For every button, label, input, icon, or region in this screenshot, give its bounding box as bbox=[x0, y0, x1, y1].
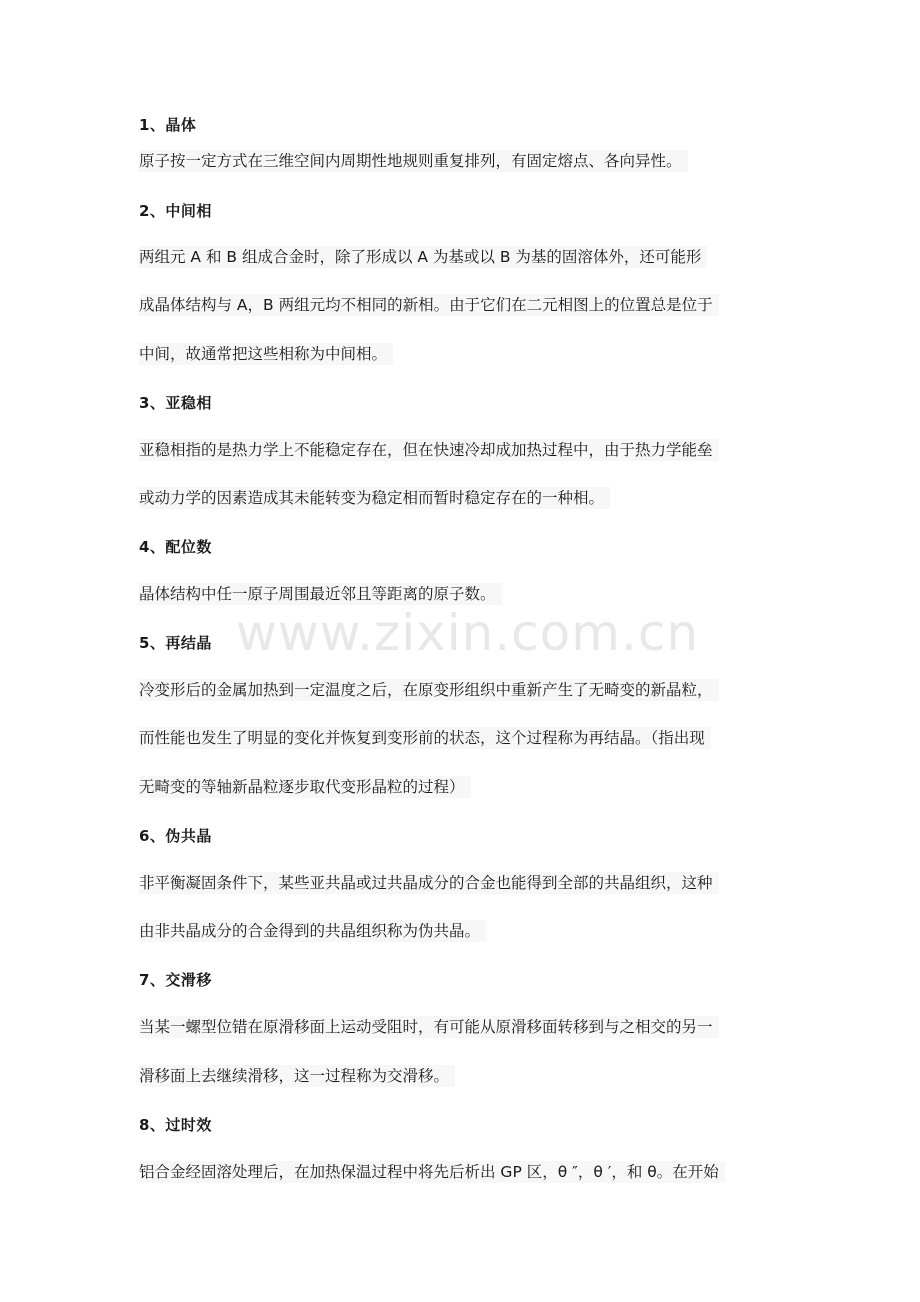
section-heading-6: 6、伪共晶 bbox=[139, 827, 212, 845]
section-3-line-1: 亚稳相指的是热力学上不能稳定存在，但在快速冷却成加热过程中，由于热力学能垒 bbox=[139, 439, 719, 461]
section-6-line-1: 非平衡凝固条件下，某些亚共晶或过共晶成分的合金也能得到全部的共晶组织，这种 bbox=[139, 872, 719, 894]
section-5-line-3: 无畸变的等轴新晶粒逐步取代变形晶粒的过程） bbox=[139, 776, 471, 798]
section-3-line-2: 或动力学的因素造成其未能转变为稳定相而暂时稳定存在的一种相。 bbox=[139, 487, 610, 509]
section-8-line-1: 铝合金经固溶处理后，在加热保温过程中将先后析出 GP 区，θ ″，θ ′，和 θ。在开始 bbox=[139, 1161, 725, 1183]
section-6-line-2: 由非共晶成分的合金得到的共晶组织称为伪共晶。 bbox=[139, 920, 486, 942]
section-4-line-1: 晶体结构中任一原子周围最近邻且等距离的原子数。 bbox=[139, 583, 502, 605]
section-heading-5: 5、再结晶 bbox=[139, 634, 212, 652]
section-7-line-1: 当某一螺型位错在原滑移面上运动受阻时，有可能从原滑移面转移到与之相交的另一 bbox=[139, 1016, 719, 1038]
section-heading-7: 7、交滑移 bbox=[139, 971, 212, 989]
section-1-line-1: 原子按一定方式在三维空间内周期性地规则重复排列，有固定熔点、各向异性。 bbox=[139, 150, 688, 172]
section-5-line-1: 冷变形后的金属加热到一定温度之后，在原变形组织中重新产生了无畸变的新晶粒， bbox=[139, 679, 719, 701]
section-2-line-3: 中间，故通常把这些相称为中间相。 bbox=[139, 343, 393, 365]
section-7-line-2: 滑移面上去继续滑移，这一过程称为交滑移。 bbox=[139, 1065, 455, 1087]
section-2-line-1: 两组元 A 和 B 组成合金时，除了形成以 A 为基或以 B 为基的固溶体外，还可能形 bbox=[139, 246, 707, 268]
section-5-line-2: 而性能也发生了明显的变化并恢复到变形前的状态，这个过程称为再结晶。（指出现 bbox=[139, 727, 711, 749]
watermark: www.zixin.com.cn bbox=[236, 604, 700, 662]
section-heading-8: 8、过时效 bbox=[139, 1116, 212, 1134]
section-heading-2: 2、中间相 bbox=[139, 202, 212, 220]
section-heading-4: 4、配位数 bbox=[139, 538, 212, 556]
section-heading-1: 1、晶体 bbox=[139, 116, 197, 134]
section-heading-3: 3、亚稳相 bbox=[139, 394, 212, 412]
section-2-line-2: 成晶体结构与 A，B 两组元均不相同的新相。由于它们在二元相图上的位置总是位于 bbox=[139, 294, 719, 316]
